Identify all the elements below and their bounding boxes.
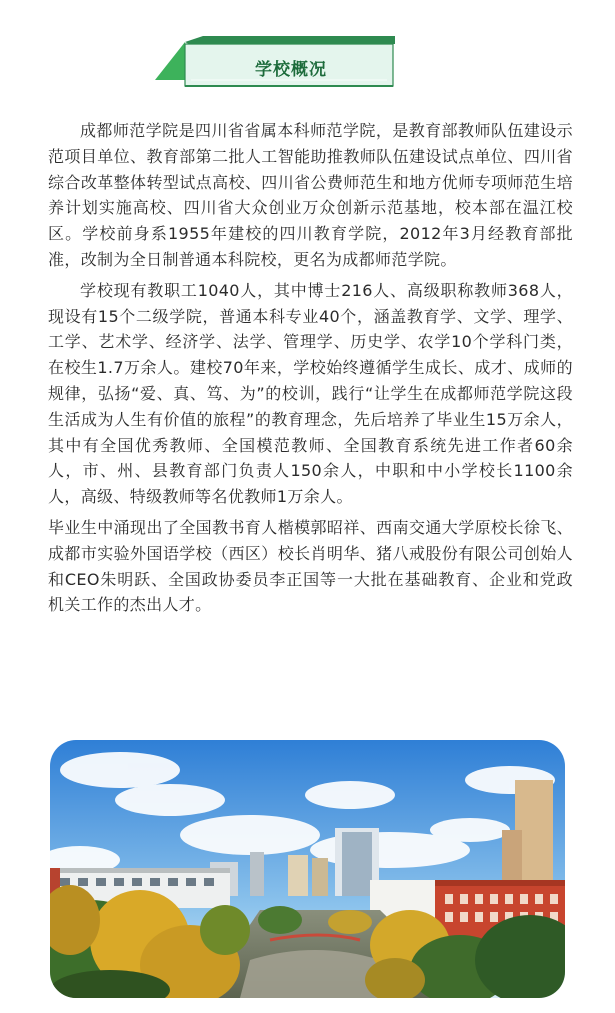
campus-illustration bbox=[50, 740, 565, 998]
section-heading bbox=[155, 36, 395, 94]
campus-photo bbox=[50, 740, 565, 998]
page-title: 学校概况 bbox=[255, 59, 327, 80]
paragraph-history: 成都师范学院是四川省省属本科师范学院，是教育部教师队伍建设示范项目单位、教育部第二批人工智能助推教师队伍建设试点单位、四川省综合改革整体转型试点高校、四川省公费师范生和地方优师专项师范生培养计划实施高校、四川省大众创业万众创新示范基地，校本部在温江校区。学校前身系1955年建校的四川教育学院，2012年3月经教育部批准，改制为全日制普通本科院校，更名为成都师范学院。 bbox=[48, 121, 573, 269]
intro-text bbox=[48, 118, 573, 618]
paragraph-faculty: 学校现有教职工1040人，其中博士216人、高级职称教师368人，现设有15个二级学院，普通本科专业40个，涵盖教育学、文学、理学、工学、艺术学、经济学、法学、管理学、历史学、农学10个学科门类，在校生1.7万余人。建校70年来，学校始终遵循学生成长、成才、成师的规律，弘扬“爱、真、笃、为”的校训，践行“让学生在成都师范学院这段生活成为人生有价值的旅程”的教育理念，先后培养了毕业生15万余人，其中有全国优秀教师、全国模范教师、全国教育系统先进工作者60余人，市、州、县教育部门负责人150余人，中职和中小学校长1100余人，高级、特级教师等名优教师1万余人。 bbox=[48, 280, 573, 507]
paragraph-alumni: 毕业生中涌现出了全国教书育人楷模郭昭祥、西南交通大学原校长徐飞、成都市实验外国语学校（西区）校长肖明华、猪八戒股份有限公司创始人和CEO朱明跃、全国政协委员李正国等一大批在基础教育、企业和党政机关工作的杰出人才。 bbox=[48, 517, 573, 615]
